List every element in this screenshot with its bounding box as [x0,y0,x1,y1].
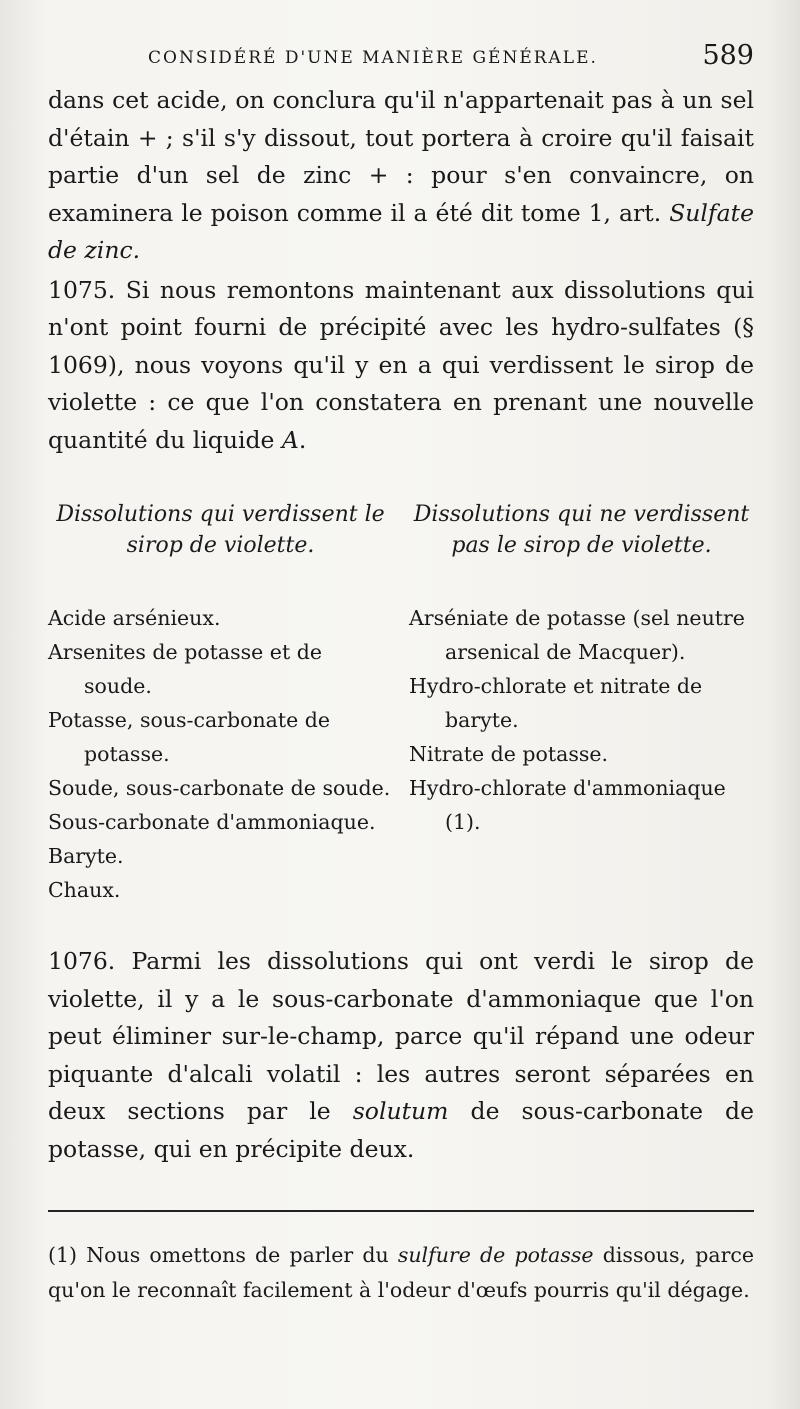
right-column-header: Dissolutions qui ne verdissent pas le sirop de violette. [413,502,750,558]
footnote-end: dissous, parce qu'on le reconnaît facilement à l'odeur d'œufs pourris qu'il dégage. [48,1243,754,1302]
footnote-italic: sulfure de potasse [397,1243,594,1267]
footnote [48,1238,754,1308]
page-content [48,38,754,1308]
left-item: Acide arsénieux. [48,606,221,630]
paragraph-1075 [48,272,754,460]
table-column-left [48,499,393,907]
right-column-list [409,601,754,839]
paragraph-1075-italic: A [281,425,299,454]
right-item: Hydro-chlorate d'ammoniaque (1). [409,776,726,834]
paragraph-continuation-italic: Sulfate de zinc. [48,198,754,264]
paragraph-1076-end: de sous-carbonate de potasse, qui en précipite deux. [48,1097,754,1163]
paragraph-1075-text: 1075. Si nous remontons maintenant aux dissolutions qui n'ont point fourni de précipité avec les hydro-sulfates (§ 1069), nous voyons qu'il y en a qui verdissent le sirop de violette : ce que l'on constatera en prenant une nouvelle quantité du liquide [48,275,754,454]
table-column-right [409,499,754,907]
running-head-title: CONSIDÉRÉ D'UNE MANIÈRE GÉNÉRALE. [148,48,598,68]
left-item: Baryte. [48,844,124,868]
paragraph-1075-end: . [298,425,307,454]
left-item: Potasse, sous-carbonate de potasse. [48,708,331,766]
footnote-text: (1) Nous omettons de parler du [48,1243,398,1267]
paragraph-1076-text: 1076. Parmi les dissolutions qui ont verdi le sirop de violette, il y a le sous-carbonate d'ammoniaque que l'on peut éliminer sur-le-champ, parce qu'il répand une odeur piquante d'alcali volatil : les autres seront séparées en deux sections par le [48,947,754,1125]
left-column-list [48,601,393,907]
right-item: Nitrate de potasse. [409,742,609,766]
right-item: Arséniate de potasse (sel neutre arsenical de Macquer). [409,606,745,664]
paragraph-continuation-text: dans cet acide, on conclura qu'il n'appartenait pas à un sel d'étain + ; s'il s'y dissout, tout portera à croire qu'il faisait partie d'un sel de zinc + : pour s'en convaincre, on examinera le poison comme il a été dit tome 1, art. [48,86,754,227]
page-number: 589 [702,40,754,71]
left-item: Soude, sous-carbonate de soude. [48,776,391,800]
left-item: Sous-carbonate d'ammoniaque. [48,810,376,834]
right-item: Hydro-chlorate et nitrate de baryte. [409,674,703,732]
paragraph-continuation [48,82,754,270]
left-item: Arsenites de potasse et de soude. [48,640,322,698]
dissolutions-table [48,499,754,907]
left-item: Chaux. [48,878,121,902]
footnote-rule [48,1210,754,1212]
paragraph-1076 [48,943,754,1168]
left-column-header: Dissolutions qui verdissent le sirop de violette. [56,502,385,558]
running-head [48,38,754,82]
paragraph-1076-italic: solutum [352,1097,449,1125]
